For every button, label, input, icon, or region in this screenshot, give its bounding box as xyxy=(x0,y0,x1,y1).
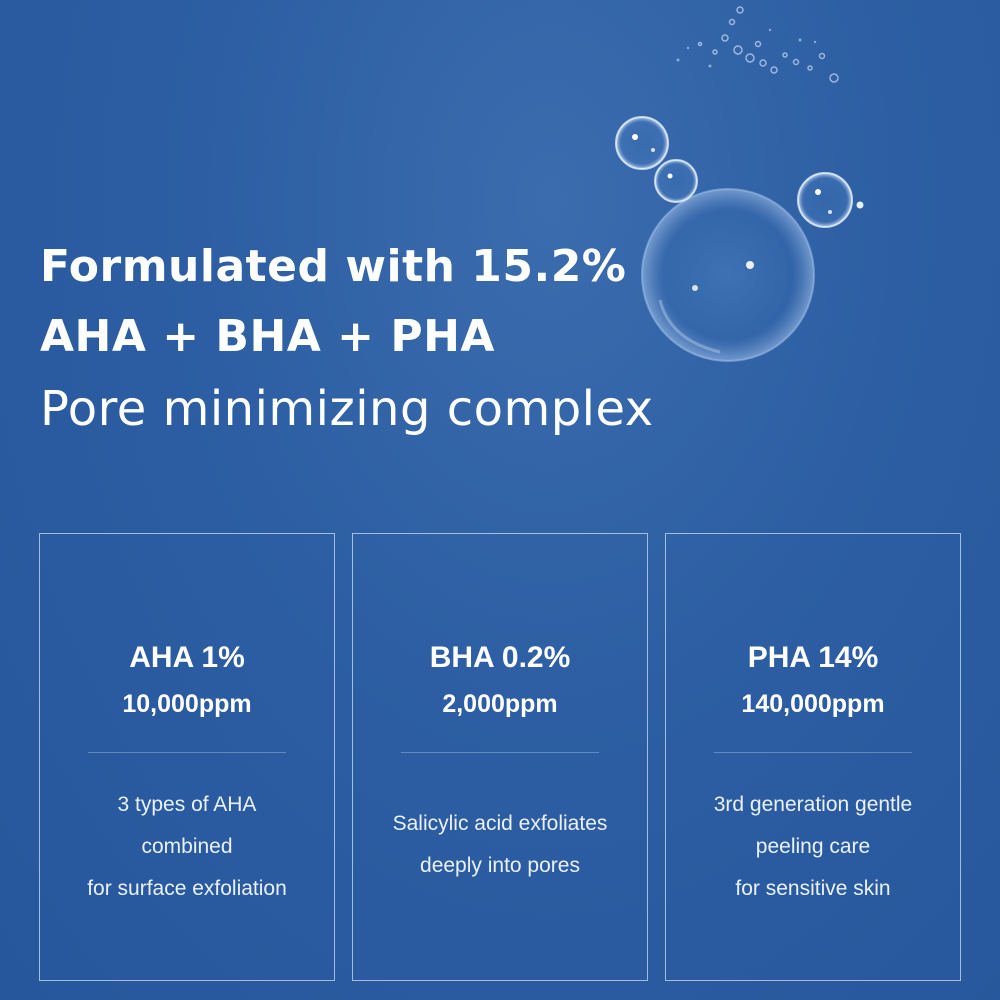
card-description xyxy=(40,784,334,910)
ingredient-card-pha xyxy=(665,533,961,981)
card-title: AHA 1% xyxy=(129,641,245,674)
card-description-line: deeply into pores xyxy=(420,854,580,877)
card-description-line: 3 types of AHA xyxy=(117,793,257,816)
medium-bubble xyxy=(655,160,697,202)
card-divider xyxy=(714,752,912,753)
headline-line-2: AHA + BHA + PHA xyxy=(40,311,495,362)
card-title: BHA 0.2% xyxy=(429,641,571,674)
card-description-line: combined xyxy=(141,835,233,858)
card-description-line: Salicylic acid exfoliates xyxy=(392,812,608,835)
card-description-line: for sensitive skin xyxy=(735,877,891,900)
medium-bubble xyxy=(616,117,668,169)
card-description xyxy=(353,803,647,887)
card-ppm: 10,000ppm xyxy=(122,690,252,718)
card-description-line: 3rd generation gentle xyxy=(713,793,913,816)
card-divider xyxy=(88,752,286,753)
card-description-line: for surface exfoliation xyxy=(87,877,287,900)
card-ppm: 2,000ppm xyxy=(442,690,558,718)
headline-line-3: Pore minimizing complex xyxy=(40,381,654,437)
ingredient-card-bha xyxy=(352,533,648,981)
card-divider xyxy=(401,752,599,753)
card-ppm: 140,000ppm xyxy=(741,690,885,718)
card-description xyxy=(666,784,960,910)
card-description-line: peeling care xyxy=(755,835,871,858)
headline xyxy=(40,232,800,446)
medium-bubble xyxy=(798,173,852,227)
card-title: PHA 14% xyxy=(747,641,879,674)
headline-line-1: Formulated with 15.2% xyxy=(40,241,627,292)
ingredient-card-aha xyxy=(39,533,335,981)
